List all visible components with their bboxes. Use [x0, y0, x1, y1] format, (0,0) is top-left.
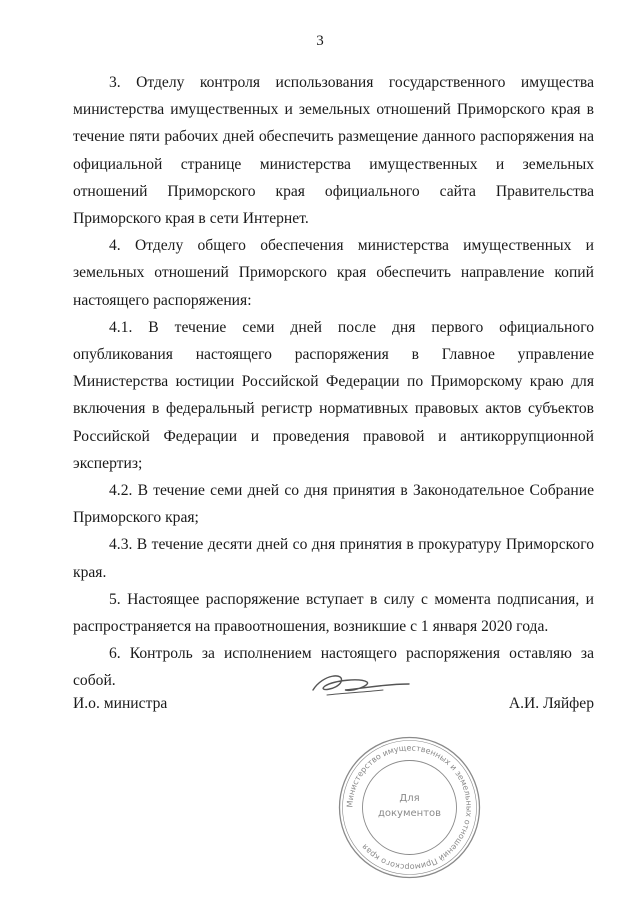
- stamp-center-line-1: Для: [399, 793, 420, 804]
- document-body: [73, 69, 594, 695]
- signatory-name: А.И. Ляйфер: [508, 695, 594, 712]
- handwritten-signature: [305, 668, 415, 708]
- paragraph-4-3: 4.3. В течение десяти дней со дня принятия в прокуратуру Приморского края.: [73, 536, 594, 581]
- paragraph-4-2: 4.2. В течение семи дней со дня принятия в Законодательное Собрание Приморского края;: [73, 482, 594, 527]
- page-number: 3: [316, 33, 324, 49]
- paragraph-4: 4. Отделу общего обеспечения министерства имущественных и земельных отношений Приморского края обеспечить направление копий настоящего распоряжения:: [73, 237, 594, 309]
- paragraph-6: 6. Контроль за исполнением настоящего распоряжения оставляю за собой.: [73, 645, 594, 690]
- official-stamp: [337, 735, 482, 880]
- paragraph-3: 3. Отделу контроля использования государственного имущества министерства имущественных и земельных отношений Приморского края в течение пяти рабочих дней обеспечить размещение данного распоряжения на официальной странице министерства имущественных и земельных отношений Приморского края официального сайта Правительства Приморского края в сети Интернет.: [73, 74, 594, 228]
- paragraph-5: 5. Настоящее распоряжение вступает в силу с момента подписания, и распространяется на правоотношения, возникшие с 1 января 2020 года.: [73, 590, 594, 636]
- signatory-role: И.о. министра: [73, 695, 168, 712]
- paragraph-4-1: 4.1. В течение семи дней после дня первого официального опубликования настоящего распоряжения в Главное управление Министерства юстиции Российской Федерации по Приморскому краю для включения в федеральный регистр нормативных правовых актов субъектов Российской Федерации и проведения правовой и антикоррупционной экспертиз;: [73, 318, 594, 472]
- stamp-ring-text: Министерство имущественных и земельных отношений Приморского края: [345, 743, 474, 872]
- stamp-center-line-2: документов: [377, 808, 442, 819]
